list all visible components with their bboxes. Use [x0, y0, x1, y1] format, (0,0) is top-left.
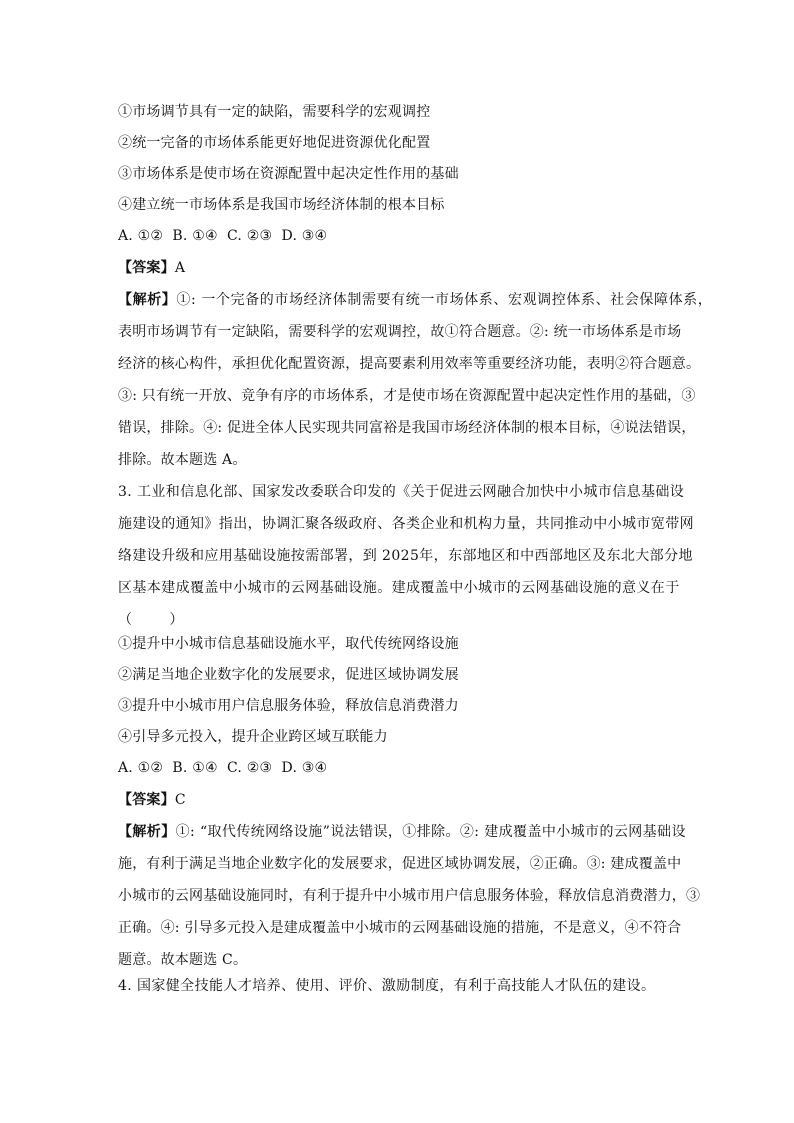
q3-choices: A. ①② B. ①④ C. ②③ D. ③④ [118, 760, 328, 776]
q2-analysis-line-3: 经济的核心构件，承担优化配置资源，提高要素利用效率等重要经济功能，表明②符合题意。 [118, 356, 701, 372]
q2-analysis-line-6: 排除。故本题选 A。 [118, 452, 247, 468]
q3-analysis-tag: 【解析】 [118, 824, 176, 840]
q3-stem-line-4: 区基本建成覆盖中小城市的云网基础设施。建成覆盖中小城市的云网基础设施的意义在于 [118, 580, 680, 596]
q3-option-1: ①提升中小城市信息基础设施水平，取代传统网络设施 [118, 636, 459, 652]
q2-option-3: ③市场体系是使市场在资源配置中起决定性作用的基础 [118, 166, 459, 182]
q3-answer [118, 790, 688, 810]
q3-analysis-line-1 [118, 822, 688, 842]
q2-option-1: ①市场调节具有一定的缺陷，需要科学的宏观调控 [118, 104, 431, 120]
q3-analysis-line-3: 小城市的云网基础设施同时，有利于提升中小城市用户信息服务体验，释放信息消费潜力，③ [118, 888, 701, 904]
q2-analysis-line-2: 表明市场调节有一定缺陷，需要科学的宏观调控，故①符合题意。②: 统一市场体系是市场 [118, 324, 682, 340]
q3-option-2: ②满足当地企业数字化的发展要求，促进区域协调发展 [118, 667, 459, 683]
q3-stem-line-1: 3. 工业和信息化部、国家发改委联合印发的《关于促进云网融合加快中小城市信息基础设 [118, 484, 685, 500]
q3-analysis-text-1: ①: “取代传统网络设施”说法错误，①排除。②: 建成覆盖中小城市的云网基础设 [175, 824, 686, 840]
q2-analysis-text-1: ①: 一个完备的市场经济体制需要有统一市场体系、宏观调控体系、社会保障体系， [176, 292, 713, 308]
q2-choices: A. ①② B. ①④ C. ②③ D. ③④ [118, 228, 328, 244]
q2-answer [118, 258, 688, 278]
q3-stem-line-3: 络建设升级和应用基础设施按需部署，到 2025年，东部地区和中西部地区及东北大部分地 [118, 548, 693, 564]
q2-option-2: ②统一完备的市场体系能更好地促进资源优化配置 [118, 135, 431, 151]
q3-option-4: ④引导多元投入，提升企业跨区域互联能力 [118, 729, 388, 745]
q4-stem: 4. 国家健全技能人才培养、使用、评价、激励制度，有利于高技能人才队伍的建设。 [118, 978, 656, 994]
q2-analysis-line-1 [118, 290, 713, 310]
q2-option-4: ④建立统一市场体系是我国市场经济体制的根本目标 [118, 197, 445, 213]
q3-answer-tag: 【答案】 [118, 792, 175, 808]
q3-analysis-line-2: 施，有利于满足当地企业数字化的发展要求，促进区域协调发展，②正确。③: 建成覆盖中 [118, 856, 682, 872]
q3-analysis-line-5: 题意。故本题选 C。 [118, 952, 248, 968]
q3-option-3: ③提升中小城市用户信息服务体验，释放信息消费潜力 [118, 698, 459, 714]
q2-analysis-line-5: 错误，排除。④: 促进全体人民实现共同富裕是我国市场经济体制的根本目标，④说法错误， [118, 420, 696, 436]
q2-answer-value: A [174, 260, 186, 276]
q2-answer-tag: 【答案】 [118, 260, 175, 276]
q2-analysis-tag: 【解析】 [118, 292, 177, 308]
q3-analysis-line-4: 正确。④: 引导多元投入是建成覆盖中小城市的云网基础设施的措施，不是意义，④不符合 [118, 920, 682, 936]
q3-stem-line-2: 施建设的通知》指出，协调汇聚各级政府、各类企业和机构力量，共同推动中小城市宽带网 [118, 516, 694, 532]
q3-stem-blank: （ ） [118, 612, 184, 628]
q2-analysis-line-4: ③: 只有统一开放、竞争有序的市场体系，才是使市场在资源配置中起决定性作用的基础，③ [118, 388, 696, 404]
q3-answer-value: C [174, 792, 186, 808]
